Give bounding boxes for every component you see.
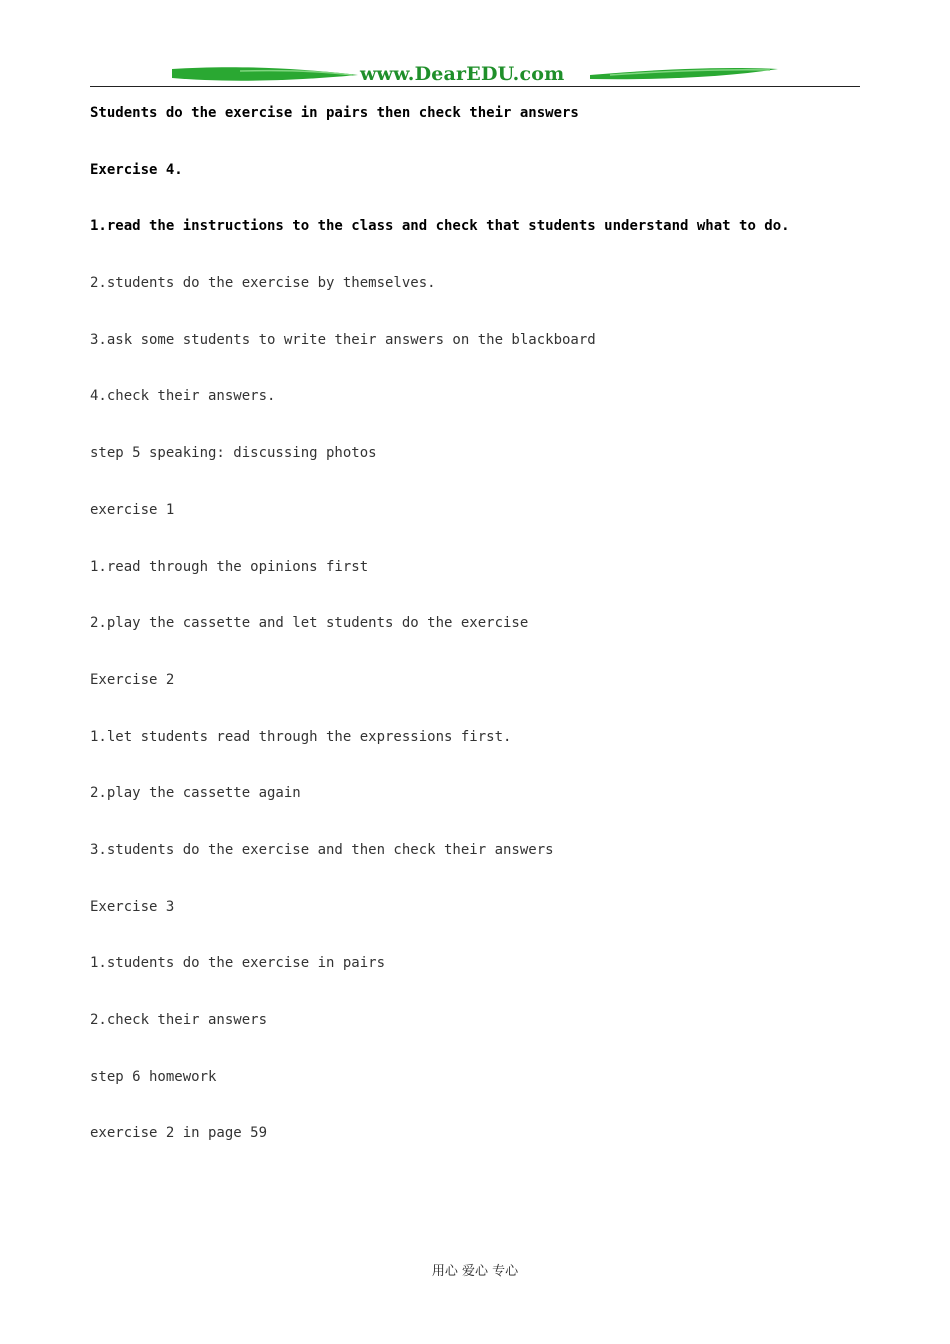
site-logo-text: www.DearEDU.com: [360, 63, 565, 85]
text-line: 3.ask some students to write their answers on the blackboard: [90, 331, 596, 348]
text-line: 1.read the instructions to the class and check that students understand what to do.: [90, 218, 790, 235]
text-line: exercise 2 in page 59: [90, 1125, 268, 1142]
header-divider: [90, 86, 860, 87]
page-footer: 用心 爱心 专心: [431, 1264, 519, 1279]
text-line: Exercise 3: [90, 898, 175, 915]
document-body: [90, 100, 860, 1177]
text-line: 4.check their answers.: [90, 388, 276, 405]
text-line: Exercise 2: [90, 671, 175, 688]
text-line: 1.let students read through the expressions first.: [90, 728, 512, 745]
text-line: 2.students do the exercise by themselves.: [90, 275, 436, 292]
text-line: 2.check their answers: [90, 1012, 268, 1028]
text-line: 2.play the cassette and let students do the exercise: [90, 615, 529, 632]
text-line: 1.read through the opinions first: [90, 558, 369, 575]
text-line: 3.students do the exercise and then check their answers: [90, 841, 554, 858]
text-line: step 6 homework: [90, 1068, 217, 1085]
text-line: 1.students do the exercise in pairs: [90, 955, 386, 972]
text-line: step 5 speaking: discussing photos: [90, 445, 377, 462]
text-line: Students do the exercise in pairs then check their answers: [90, 105, 579, 121]
text-line: Exercise 4.: [90, 161, 183, 178]
text-line: 2.play the cassette again: [90, 785, 301, 802]
text-line: exercise 1: [90, 501, 175, 518]
